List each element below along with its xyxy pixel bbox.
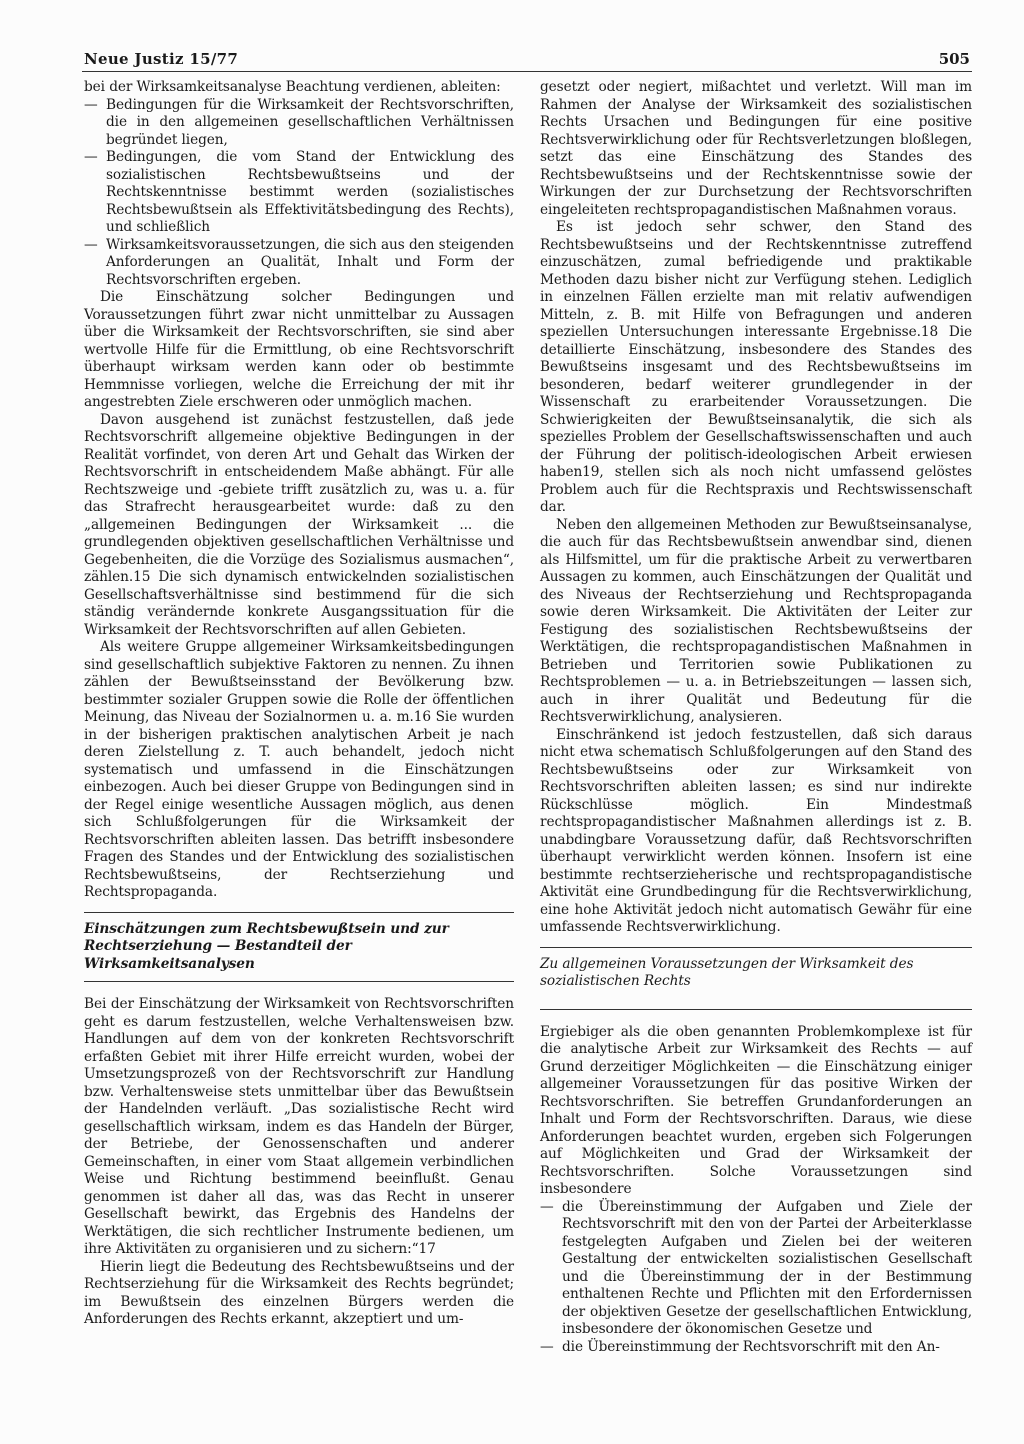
list-dash: — (540, 1198, 554, 1215)
condition-list (84, 97, 514, 290)
heading-divider (540, 991, 972, 1010)
section-heading: Zu allgemeinen Voraussetzungen der Wirksamkeit des sozialistischen Rechts (540, 947, 972, 991)
list-item: — Bedingungen für die Wirksamkeit der Rechtsvorschriften, die in den allgemeinen gesellschaftlichen Verhältnissen begründet liegen, (84, 96, 514, 148)
page-header (82, 47, 972, 72)
paragraph: Ergiebiger als die oben genannten Problemkomplexe ist für die analytische Arbeit zur Wirksamkeit des Rechts — auf Grund derzeitiger Möglichkeiten — die Einschätzung einiger allgemeiner Voraussetzungen für das positive Wirken der Rechtsvorschriften. Sie betreffen Grundanforderungen an Inhalt und Form der Rechtsvorschriften. Daraus, wie diese Anforderungen beachtet wurden, ergeben sich Folgerungen auf Möglichkeiten und Grad der Wirksamkeit der Rechtsvorschriften. Solche Voraussetzungen sind insbesondere (540, 1023, 972, 1197)
paragraph: Es ist jedoch sehr schwer, den Stand des Rechtsbewußtseins und der Rechtskenntnisse zutreffend einzuschätzen, zumal befriedigende und praktikable Methoden dazu bisher nicht zur Verfügung stehen. Lediglich in einzelnen Fällen erzielte man mit relativ aufwendigen Mitteln, z. B. mit Hilfe von Befragungen und anderen speziellen Untersuchungen interessante Ergebnisse.18 Die detaillierte Einschätzung, insbesondere des Standes des Bewußtseins insgesamt und des Rechtsbewußtseins im besonderen, bedarf weiterer grundlegender in der Wissenschaft zu erarbeitender Voraussetzungen. Die Schwierigkeiten der Bewußtseinsanalytik, die sich als spezielles Problem der Gesellschaftswissenschaften und auch der Führung der politisch-ideologischen Arbeit erwiesen haben19, stellen sich als noch nicht umfassend gelöstes Problem auch für die Rechtspraxis und Rechtswissenschaft dar. (540, 219, 972, 515)
list-item: — Bedingungen, die vom Stand der Entwicklung des sozialistischen Rechtsbewußtseins und der Rechtskenntnisse bestimmt werden (sozialistisches Rechtsbewußtsein als Effektivitätsbedingung des Rechts), und schließlich (84, 149, 514, 235)
section-heading: Einschätzungen zum Rechtsbewußtsein und zur Rechtserziehung — Bestandteil der Wirksamkeitsanalysen (84, 912, 514, 983)
list-item: — die Übereinstimmung der Rechtsvorschrift mit den An- (540, 1338, 940, 1355)
paragraph: Davon ausgehend ist zunächst festzustellen, daß jede Rechtsvorschrift allgemeine objektive Bedingungen in der Realität vorfindet, von deren Art und Gehalt das Wirken der Rechtsvorschrift in entscheidendem Maße abhängt. Für alle Rechtszweige und -gebiete trifft zusätzlich zu, was u. a. für das Strafrecht herausgearbeitet wurde: daß zu den „allgemeinen Bedingungen der Wirksamkeit ... die grundlegenden objektiven gesellschaftlichen Verhältnisse und Gegebenheiten, die die Vorzüge des Sozialismus ausmachen“, zählen.15 Die sich dynamisch entwickelnden sozialistischen Gesellschaftsverhältnisse sind bestimmend für die sich ständig verändernde konkrete Ausgangssituation für die Wirksamkeit der Rechtsvorschriften auf allen Gebieten. (84, 411, 514, 638)
list-dash: — (540, 1338, 554, 1355)
intro-text: bei der Wirksamkeitsanalyse Beachtung verdienen, ableiten: (84, 79, 501, 95)
paragraph: Bei der Einschätzung der Wirksamkeit von Rechtsvorschriften geht es darum festzustellen, welche Verhaltensweisen bzw. Handlungen auf dem von der konkreten Rechtsvorschrift erfaßten Gebiet mit ihrer Hilfe erreicht wurden, wobei der Umsetzungsprozeß von der Rechtsvorschrift zur Handlung bzw. Verhaltensweise stets unmittelbar über das Bewußtsein der Handelnden verläuft. „Das sozialistische Recht wird gesellschaftlich wirksam, indem es das Handeln der Bürger, der Betriebe, der Genossenschaften und anderer Gemeinschaften, in einer vom Staat allgemein verbindlichen Weise und Richtung bestimmend beeinflußt. Genau genommen ist daher all das, was das Recht in unserer Gesellschaft bewirkt, das Ergebnis des Handelns der Werktätigen, die sich rechtlicher Instrumente bedienen, um ihre Aktivitäten zu organisieren und zu sichern:“17 (84, 996, 514, 1257)
journal-title: Neue Justiz 15/77 (84, 50, 239, 68)
paragraph: gesetzt oder negiert, mißachtet und verletzt. Will man im Rahmen der Analyse der Wirksamkeit des sozialistischen Rechts Ursachen und Bedingungen für eine positive Rechtsverwirklichung oder für Rechtsverletzungen bloßlegen, setzt das eine Einschätzung des Standes des Rechtsbewußtseins und der Rechtskenntnisse sowie der Wirkungen der zur Durchsetzung der Rechtsvorschriften eingeleiteten rechtspropagandistischen Maßnahmen voraus. (540, 79, 972, 218)
list-item: — die Übereinstimmung der Aufgaben und Ziele der Rechtsvorschrift mit den von der Partei der Arbeiterklasse festgelegten Aufgaben und Zielen bei der weiteren Gestaltung der entwickelten sozialistischen Gesellschaft und die Übereinstimmung der in der Bestimmung enthaltenen Rechte und Pflichten mit den Erfordernissen der objektiven Gesetze der gesellschaftlichen Entwicklung, insbesondere der ökonomischen Gesetze und (540, 1198, 972, 1337)
page-number: 505 (938, 50, 970, 68)
list-item: — Wirksamkeitsvoraussetzungen, die sich aus den steigenden Anforderungen an Qualität, Inhalt und Form der Rechtsvorschriften ergeben. (84, 236, 514, 288)
list-dash: — (84, 96, 98, 113)
paragraph: Neben den allgemeinen Methoden zur Bewußtseinsanalyse, die auch für das Rechtsbewußtsein anwendbar sind, dienen als Hilfsmittel, um für die praktische Arbeit zu verwertbaren Aussagen zu kommen, auch Einschätzungen der Qualität und des Niveaus der Rechtserziehung und Rechtspropaganda sowie deren Wirksamkeit. Die Aktivitäten der Leiter zur Festigung des sozialistischen Rechtsbewußtseins der Werktätigen, die rechtspropagandistischen Maßnahmen in Betrieben und Territorien sowie Publikationen zu Rechtsproblemen — u. a. in Betriebszeitungen — lassen sich, auch in ihrer Qualität und Bedeutung für die Rechtsverwirklichung, analysieren. (540, 516, 972, 725)
left-column (84, 79, 514, 1329)
list-dash: — (84, 236, 98, 253)
paragraph: Hierin liegt die Bedeutung des Rechtsbewußtseins und der Rechtserziehung für die Wirksamkeit des Rechts begründet; im Bewußtsein des einzelnen Bürgers werden die Anforderungen des Rechts erkannt, akzeptiert und um- (84, 1258, 514, 1327)
list-dash: — (84, 149, 98, 165)
paragraph: Als weitere Gruppe allgemeiner Wirksamkeitsbedingungen sind gesellschaftlich subjektive Faktoren zu nennen. Zu ihnen zählen der Bewußtseinsstand der Bevölkerung bzw. bestimmter sozialer Gruppen sowie die Rolle der öffentlichen Meinung, das Niveau der Sozialnormen u. a. m.16 Sie wurden in der bisherigen praktischen analytischen Arbeit je nach deren Zielstellung z. T. auch behandelt, jedoch nicht systematisch und umfassend in die Einschätzungen einbezogen. Auch bei dieser Gruppe von Bedingungen sind in der Regel einige wesentliche Aussagen möglich, aus denen sich Schlußfolgerungen für die Wirksamkeit der Rechtsvorschriften ableiten lassen. Das betrifft insbesondere Fragen des Standes und der Entwicklung des sozialistischen Rechtsbewußtseins, der Rechtserziehung und Rechtspropaganda. (84, 639, 514, 900)
paragraph: Die Einschätzung solcher Bedingungen und Voraussetzungen führt zwar nicht unmittelbar zu Aussagen über die Wirksamkeit der Rechtsvorschriften, sie sind aber wertvolle Hilfe für die Ermittlung, ob eine Rechtsvorschrift überhaupt wirksam werden kann oder ob bestimmte Hemmnisse vorliegen, welche die Erreichung der mit ihr angestrebten Ziele erschweren oder unmöglich machen. (84, 289, 514, 410)
paragraph: Einschränkend ist jedoch festzustellen, daß sich daraus nicht etwa schematisch Schlußfolgerungen auf den Stand des Rechtsbewußtseins oder zur Wirksamkeit von Rechtsvorschriften ableiten lassen; es sind nur indirekte Rückschlüsse möglich. Ein Mindestmaß rechtspropagandistischer Maßnahmen allerdings ist z. B. unabdingbare Voraussetzung dafür, daß Rechtsvorschriften überhaupt verwirklicht werden können. Insofern ist eine bestimmte rechtserzieherische und rechtspropagandistische Aktivität eine Grundbedingung für die Rechtsverwirklichung, eine hohe Aktivität jedoch nicht automatisch Gewähr für eine umfassende Rechtsverwirklichung. (540, 726, 972, 935)
right-column (540, 79, 972, 1356)
requirement-list (540, 1199, 972, 1357)
